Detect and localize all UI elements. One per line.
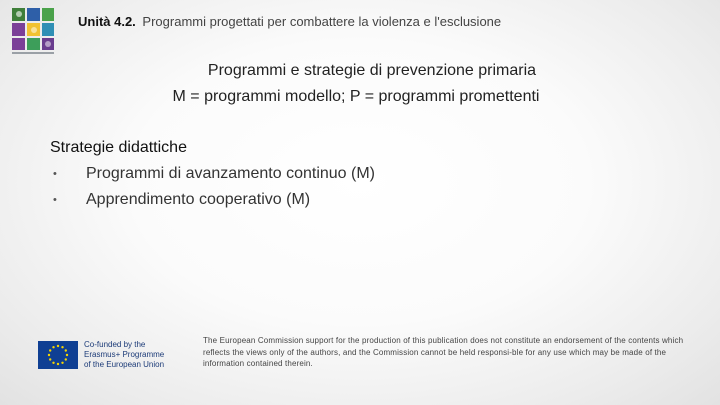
eu-flag-icon [38, 341, 78, 369]
eu-cofunding-label [84, 340, 164, 370]
unit-subtitle: Programmi progettati per combattere la violenza e l'esclusione [142, 14, 502, 29]
eu-disclaimer: The European Commission support for the production of this publication does not constitute an endorsement of the contents which reflects the views only of the authors, and the Commission cannot be held responsi-ble for any use which may be made of the information contained therein. [203, 336, 684, 368]
bullet-list [50, 164, 375, 216]
list-item [50, 190, 375, 216]
eu-line: Erasmus+ Programme [84, 350, 165, 359]
slide-title-legend: M = programmi modello; P = programmi promettenti [172, 88, 540, 105]
slide-title: Programmi e strategie di prevenzione primaria [207, 62, 537, 79]
list-item [50, 164, 375, 190]
slide-header [78, 14, 501, 29]
eu-line: Co-funded by the [84, 340, 146, 349]
list-item-text: Programmi di avanzamento continuo (M) [86, 165, 376, 182]
section-heading: Strategie didattiche [50, 139, 187, 156]
bullet-dot: • [53, 168, 57, 180]
eu-line: of the European Union [84, 360, 165, 369]
bullet-dot: • [53, 194, 57, 206]
project-logo-icon [10, 6, 56, 56]
list-item-text: Apprendimento cooperativo (M) [86, 191, 311, 208]
unit-label: Unità 4.2. [78, 14, 136, 29]
